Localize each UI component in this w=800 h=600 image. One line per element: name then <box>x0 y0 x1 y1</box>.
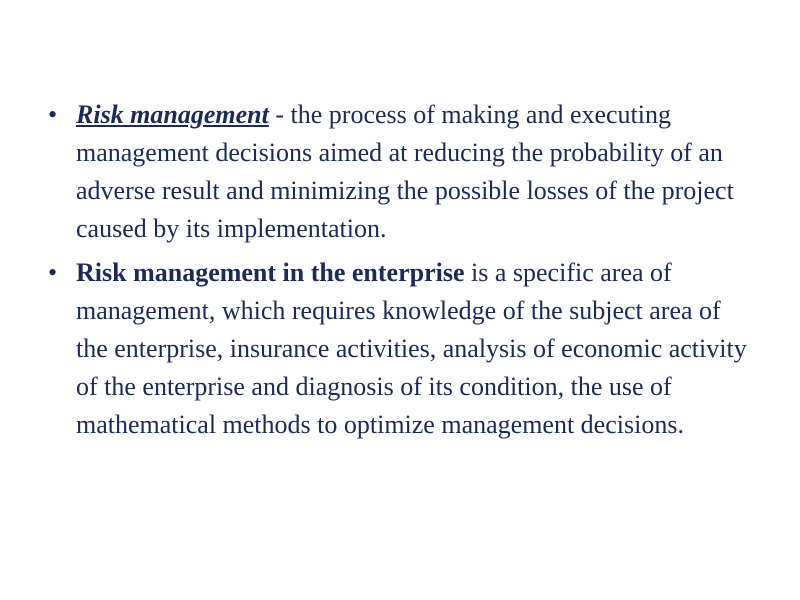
bullet-item-risk-management <box>48 96 748 248</box>
term-risk-management-enterprise: Risk management in the enterprise <box>76 258 465 287</box>
definition-risk-management-enterprise: is a specific area of management, which requires knowledge of the subject area of the enterprise, insurance activities, analysis of economic activity of the enterprise and diagnosis of its condition, the use of mathematical methods to optimize management decisions. <box>76 258 747 439</box>
bullet-item-risk-management-enterprise <box>48 254 748 444</box>
bullet-list <box>48 96 748 450</box>
term-risk-management: Risk management <box>76 100 269 129</box>
bullet-icon: • <box>48 100 58 129</box>
definition-risk-management: - the process of making and executing management decisions aimed at reducing the probability of an adverse result and minimizing the possible losses of the project caused by its implementation. <box>76 100 734 243</box>
bullet-icon: • <box>48 258 58 287</box>
